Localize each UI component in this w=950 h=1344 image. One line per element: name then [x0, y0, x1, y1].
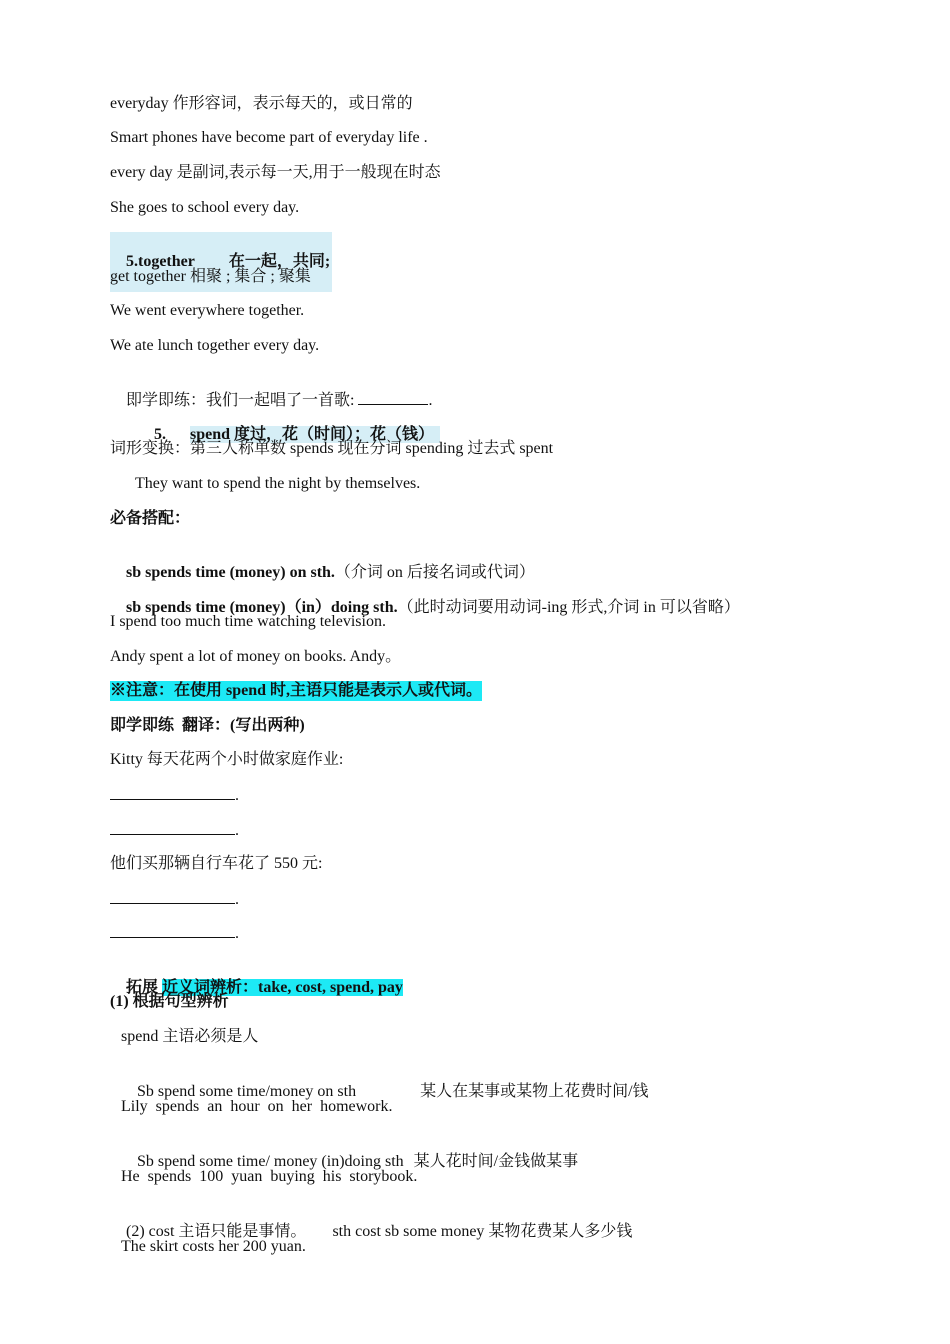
pattern: sb spends time (money)（in）doing sth.: [126, 599, 398, 616]
answer-blank[interactable]: [110, 889, 235, 904]
text-line: everyday 作形容词，表示每天的，或日常的: [110, 95, 413, 112]
text-line: We ate lunch together every day.: [110, 337, 320, 354]
note-highlight: ※注意：在使用 spend 时,主语只能是表示人或代词。: [110, 682, 483, 699]
pattern-note: （介词 on 后接名词或代词）: [334, 564, 535, 581]
subheading: 必备搭配：: [110, 510, 191, 527]
text-line: spend 主语必须是人: [121, 1028, 259, 1045]
subheading: (1) 根据句型辨析: [110, 993, 229, 1010]
answer-line: .: [110, 923, 239, 944]
text-line: Andy spent a lot of money on books. Andy。: [110, 648, 402, 665]
text-line: We went everywhere together.: [110, 302, 305, 319]
subheading: 即学即练 翻译：(写出两种): [110, 717, 305, 734]
heading-word: 5.together: [126, 253, 195, 270]
text-line: She goes to school every day.: [110, 199, 300, 216]
text-line: Smart phones have become part of everyday life .: [110, 129, 428, 146]
heading-meaning: spend 度过，花（时间）；花（钱）: [190, 426, 440, 443]
pattern-line: Sb spend some time/money on sth 某人在某事或某物上花费时间/钱: [137, 1083, 649, 1100]
heading-meaning: 在一起，共同;: [228, 253, 331, 270]
answer-blank[interactable]: [110, 785, 235, 800]
pattern-line: (2) cost 主语只能是事情。 sth cost sb some money 某物花费某人多少钱: [126, 1223, 633, 1240]
text-line: They want to spend the night by themselves.: [135, 475, 421, 492]
text-line: 他们买那辆自行车花了 550 元:: [110, 855, 323, 872]
answer-blank[interactable]: [110, 923, 235, 938]
text-line: Lily spends an hour on her homework.: [121, 1098, 393, 1115]
pattern-note: （此时动词要用动词-ing 形式,介词 in 可以省略）: [397, 599, 740, 616]
text-line: Kitty 每天花两个小时做家庭作业:: [110, 751, 344, 768]
answer-blank[interactable]: [358, 390, 428, 405]
period: .: [428, 392, 433, 409]
heading-number: 5.: [154, 426, 166, 443]
practice-prompt: 即学即练：我们一起唱了一首歌:: [126, 392, 359, 409]
extension-label: 拓展: [126, 979, 159, 996]
answer-blank[interactable]: [110, 820, 235, 835]
text-line: get together 相聚 ; 集合 ; 聚集: [110, 268, 311, 285]
answer-line: .: [110, 785, 239, 806]
pattern-line: Sb spend some time/ money (in)doing sth 某人花时间/金钱做某事: [137, 1153, 579, 1170]
answer-line: .: [110, 889, 239, 910]
pattern: sb spends time (money) on sth.: [126, 564, 335, 581]
answer-line: .: [110, 820, 239, 841]
text-line: The skirt costs her 200 yuan.: [121, 1238, 306, 1255]
text-line: every day 是副词,表示每一天,用于一般现在时态: [110, 164, 441, 181]
text-line: I spend too much time watching television.: [110, 613, 386, 630]
text-line: 词形变换：第三人称单数 spends 现在分词 spending 过去式 spent: [110, 440, 554, 457]
extension-title: 近义词辨析：take, cost, spend, pay: [162, 979, 403, 996]
text-line: He spends 100 yuan buying his storybook.: [121, 1168, 418, 1185]
